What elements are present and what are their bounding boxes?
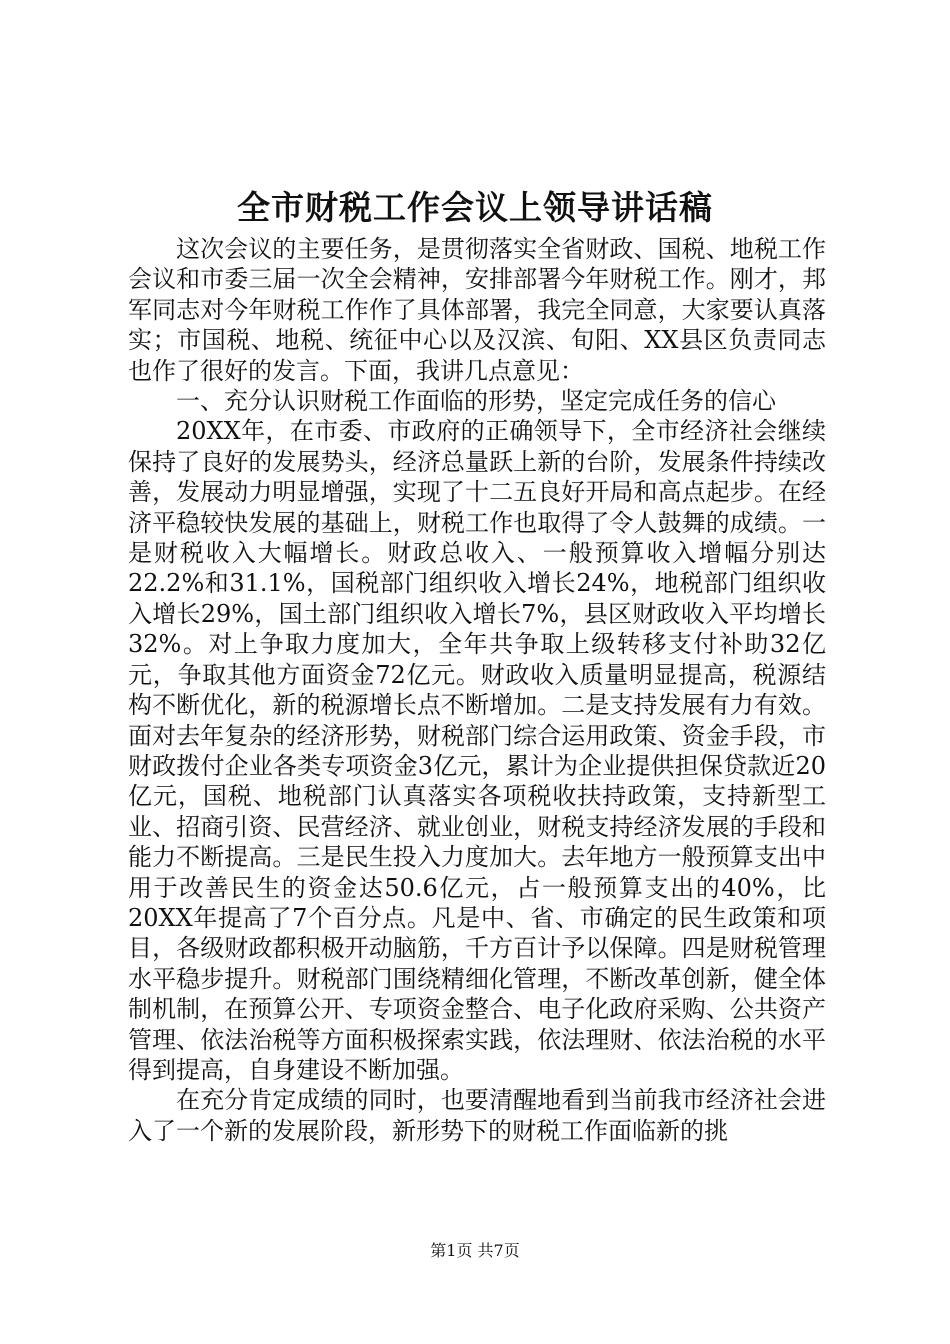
paragraph-intro: 这次会议的主要任务，是贯彻落实全省财政、国税、地税工作会议和市委三届一次全会精神，安排部署今年财税工作。刚才，邦军同志对今年财税工作作了具体部署，我完全同意，大家要认真落实；市国税、地税、统征中心以及汉滨、旬阳、XX县区负责同志也作了很好的发言。下面，我讲几点意见： (128, 235, 826, 385)
document-title: 全市财税工作会议上领导讲话稿 (237, 188, 713, 227)
section-heading-1: 一、充分认识财税工作面临的形势，坚定完成任务的信心 (176, 387, 776, 416)
paragraph-challenges: 在充分肯定成绩的同时，也要清醒地看到当前我市经济社会进入了一个新的发展阶段，新形势下的财税工作面临新的挑 (128, 1086, 826, 1145)
document-body (128, 234, 826, 1146)
page-footer: 第1页 共7页 (430, 1241, 520, 1260)
paragraph-achievements: 20XX年，在市委、市政府的正确领导下，全市经济社会继续保持了良好的发展势头，经济总量跃上新的台阶，发展条件持续改善，发展动力明显增强，实现了十二五良好开局和高点起步。在经济平稳较快发展的基础上，财税工作也取得了令人鼓舞的成绩。一是财税收入大幅增长。财政总收入、一般预算收入增幅分别达22.2%和31.1%，国税部门组织收入增长24%，地税部门组织收入增长29%，国土部门组织收入增长7%，县区财政收入平均增长32%。对上争取力度加大，全年共争取上级转移支付补助32亿元，争取其他方面资金72亿元。财政收入质量明显提高，税源结构不断优化，新的税源增长点不断增加。二是支持发展有力有效。面对去年复杂的经济形势，财税部门综合运用政策、资金手段，市财政拨付企业各类专项资金3亿元，累计为企业提供担保贷款近20亿元，国税、地税部门认真落实各项税收扶持政策，支持新型工业、招商引资、民营经济、就业创业，财税支持经济发展的手段和能力不断提高。三是民生投入力度加大。去年地方一般预算支出中用于改善民生的资金达50.6亿元，占一般预算支出的40%，比20XX年提高了7个百分点。凡是中、省、市确定的民生政策和项目，各级财政都积极开动脑筋，千方百计予以保障。四是财税管理水平稳步提升。财税部门围绕精细化管理，不断改革创新，健全体制机制，在预算公开、专项资金整合、电子化政府采购、公共资产管理、依法治税等方面积极探索实践，依法理财、依法治税的水平得到提高，自身建设不断加强。 (128, 417, 826, 1084)
